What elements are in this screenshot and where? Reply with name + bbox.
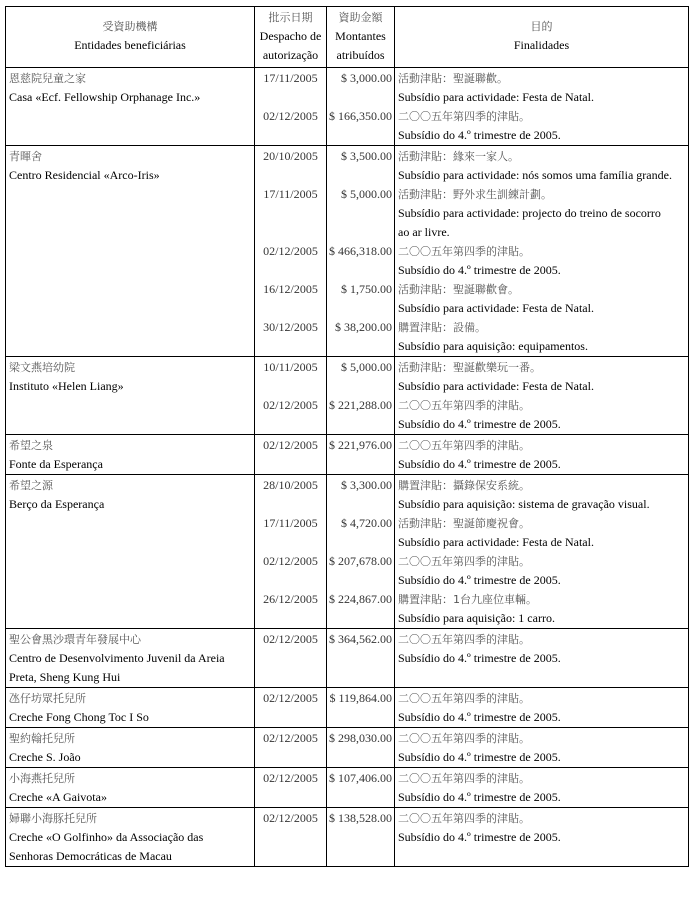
grant-date: 17/11/2005 bbox=[263, 71, 318, 85]
entity-cell bbox=[6, 475, 255, 629]
grant-amount: $ 138,528.00 bbox=[329, 811, 392, 825]
amount-cell bbox=[327, 146, 395, 357]
grant-purpose-zh: 二〇〇五年第四季的津貼。 bbox=[398, 692, 530, 705]
grants-table bbox=[5, 6, 689, 867]
entity-name-pt: Creche «O Golfinho» da Associação das bbox=[9, 830, 204, 844]
spacer bbox=[327, 88, 392, 107]
grant-purpose-pt: Subsídio para aquisição: equipamentos. bbox=[398, 339, 588, 353]
header-amount-pt-2: atribuídos bbox=[336, 48, 385, 62]
grant-purpose-pt: Subsídio do 4.º trimestre de 2005. bbox=[398, 128, 561, 142]
grant-amount: $ 119,864.00 bbox=[329, 691, 392, 705]
grant-purpose-zh: 二〇〇五年第四季的津貼。 bbox=[398, 732, 530, 745]
grant-purpose-zh: 二〇〇五年第四季的津貼。 bbox=[398, 772, 530, 785]
grant-amount: $ 5,000.00 bbox=[341, 187, 392, 201]
entity-name-pt: Casa «Ecf. Fellowship Orphanage Inc.» bbox=[9, 90, 201, 104]
spacer bbox=[327, 126, 392, 145]
grant-purpose-zh: 購置津貼：攝錄保安系統。 bbox=[398, 479, 530, 492]
entity-cell bbox=[6, 728, 255, 768]
table-body bbox=[6, 68, 689, 867]
grant-purpose-pt: Subsídio do 4.º trimestre de 2005. bbox=[398, 417, 561, 431]
spacer bbox=[327, 748, 392, 767]
amount-cell bbox=[327, 68, 395, 146]
entity-cell bbox=[6, 357, 255, 435]
header-purpose bbox=[395, 7, 689, 68]
entity-name-zh: 希望之源 bbox=[9, 479, 53, 492]
amount-cell bbox=[327, 435, 395, 475]
entity-cell bbox=[6, 68, 255, 146]
grant-date: 02/12/2005 bbox=[263, 811, 318, 825]
grant-amount: $ 224,867.00 bbox=[329, 592, 392, 606]
spacer bbox=[327, 415, 392, 434]
purpose-cell bbox=[395, 629, 689, 688]
entity-name-pt: Creche Fong Chong Toc I So bbox=[9, 710, 149, 724]
table-row bbox=[6, 808, 689, 867]
header-purpose-pt: Finalidades bbox=[513, 38, 570, 52]
grant-amount: $ 1,750.00 bbox=[341, 282, 392, 296]
grant-purpose-pt: Subsídio do 4.º trimestre de 2005. bbox=[398, 790, 561, 804]
grant-date: 02/12/2005 bbox=[263, 632, 318, 646]
date-cell bbox=[255, 475, 327, 629]
grant-date: 17/11/2005 bbox=[263, 187, 318, 201]
entity-cell bbox=[6, 768, 255, 808]
entity-name-zh: 聖約翰托兒所 bbox=[9, 732, 75, 745]
entity-name-zh: 小海燕托兒所 bbox=[9, 772, 75, 785]
grant-date: 10/11/2005 bbox=[263, 360, 318, 374]
purpose-cell bbox=[395, 475, 689, 629]
grant-purpose-pt: Subsídio para actividade: Festa de Natal. bbox=[398, 301, 594, 315]
header-date-zh: 批示日期 bbox=[268, 11, 313, 24]
spacer bbox=[327, 166, 392, 185]
grant-purpose-pt: Subsídio do 4.º trimestre de 2005. bbox=[398, 750, 561, 764]
grant-purpose-zh: 購置津貼：1台九座位車輛。 bbox=[398, 593, 537, 606]
spacer bbox=[255, 708, 326, 727]
spacer bbox=[255, 415, 326, 434]
grant-purpose-zh: 二〇〇五年第四季的津貼。 bbox=[398, 812, 530, 825]
grant-purpose-zh: 二〇〇五年第四季的津貼。 bbox=[398, 399, 530, 412]
grant-amount: $ 221,288.00 bbox=[329, 398, 392, 412]
header-date-pt-1: Despacho de bbox=[259, 29, 322, 43]
spacer bbox=[255, 455, 326, 474]
grant-purpose-pt: Subsídio do 4.º trimestre de 2005. bbox=[398, 651, 561, 665]
entity-name-pt: Berço da Esperança bbox=[9, 497, 105, 511]
grant-date: 02/12/2005 bbox=[263, 731, 318, 745]
spacer bbox=[255, 204, 326, 223]
grant-amount: $ 3,300.00 bbox=[341, 478, 392, 492]
amount-cell bbox=[327, 629, 395, 688]
spacer bbox=[255, 649, 326, 668]
spacer bbox=[255, 533, 326, 552]
purpose-cell bbox=[395, 146, 689, 357]
entity-cell bbox=[6, 146, 255, 357]
grant-purpose-zh: 活動津貼：聖誕聯歡。 bbox=[398, 72, 508, 85]
spacer bbox=[327, 708, 392, 727]
spacer bbox=[327, 377, 392, 396]
spacer bbox=[327, 533, 392, 552]
spacer bbox=[255, 609, 326, 628]
grant-purpose-pt: Subsídio do 4.º trimestre de 2005. bbox=[398, 263, 561, 277]
grant-amount: $ 207,678.00 bbox=[329, 554, 392, 568]
purpose-cell bbox=[395, 68, 689, 146]
grant-purpose-zh: 活動津貼：野外求生訓練計劃。 bbox=[398, 188, 552, 201]
table-row bbox=[6, 688, 689, 728]
purpose-cell bbox=[395, 728, 689, 768]
header-amount bbox=[327, 7, 395, 68]
purpose-cell bbox=[395, 688, 689, 728]
spacer bbox=[327, 571, 392, 590]
entity-name-pt: Instituto «Helen Liang» bbox=[9, 379, 124, 393]
spacer bbox=[255, 828, 326, 847]
grant-purpose-pt: Subsídio do 4.º trimestre de 2005. bbox=[398, 710, 561, 724]
grant-date: 02/12/2005 bbox=[263, 771, 318, 785]
grant-date: 02/12/2005 bbox=[263, 554, 318, 568]
table-row bbox=[6, 68, 689, 146]
entity-name-pt: Fonte da Esperança bbox=[9, 457, 103, 471]
purpose-cell bbox=[395, 808, 689, 867]
grant-amount: $ 107,406.00 bbox=[329, 771, 392, 785]
grant-purpose-pt: Subsídio para actividade: Festa de Natal. bbox=[398, 90, 594, 104]
grant-amount: $ 466,318.00 bbox=[329, 244, 392, 258]
table-row bbox=[6, 475, 689, 629]
purpose-cell bbox=[395, 357, 689, 435]
grant-amount: $ 3,000.00 bbox=[341, 71, 392, 85]
spacer bbox=[327, 455, 392, 474]
grant-date: 02/12/2005 bbox=[263, 398, 318, 412]
table-row bbox=[6, 357, 689, 435]
grant-date: 28/10/2005 bbox=[263, 478, 318, 492]
grant-purpose-zh: 二〇〇五年第四季的津貼。 bbox=[398, 245, 530, 258]
spacer bbox=[327, 828, 392, 847]
date-cell bbox=[255, 768, 327, 808]
grant-date: 30/12/2005 bbox=[263, 320, 318, 334]
header-entities-zh: 受資助機構 bbox=[102, 20, 158, 33]
amount-cell bbox=[327, 688, 395, 728]
header-amount-zh: 資助金額 bbox=[338, 11, 383, 24]
spacer bbox=[327, 261, 392, 280]
grant-amount: $ 221,976.00 bbox=[329, 438, 392, 452]
date-cell bbox=[255, 728, 327, 768]
date-cell bbox=[255, 629, 327, 688]
spacer bbox=[255, 223, 326, 242]
grant-date: 20/10/2005 bbox=[263, 149, 318, 163]
spacer bbox=[255, 788, 326, 807]
grant-amount: $ 166,350.00 bbox=[329, 109, 392, 123]
purpose-cell bbox=[395, 435, 689, 475]
header-entities bbox=[6, 7, 255, 68]
entity-cell bbox=[6, 688, 255, 728]
spacer bbox=[255, 571, 326, 590]
entity-name-zh: 梁文燕培幼院 bbox=[9, 361, 75, 374]
entity-name-pt: Creche S. João bbox=[9, 750, 81, 764]
date-cell bbox=[255, 435, 327, 475]
purpose-cell bbox=[395, 768, 689, 808]
table-row bbox=[6, 768, 689, 808]
table-header-row bbox=[6, 7, 689, 68]
spacer bbox=[327, 495, 392, 514]
grant-amount: $ 38,200.00 bbox=[335, 320, 392, 334]
spacer bbox=[327, 649, 392, 668]
grant-amount: $ 364,562.00 bbox=[329, 632, 392, 646]
header-amount-pt-1: Montantes bbox=[335, 29, 386, 43]
amount-cell bbox=[327, 475, 395, 629]
grant-amount: $ 5,000.00 bbox=[341, 360, 392, 374]
entity-name-pt: Centro de Desenvolvimento Juvenil da Areia bbox=[9, 651, 225, 665]
table-row bbox=[6, 629, 689, 688]
entity-cell bbox=[6, 435, 255, 475]
entity-name-zh: 恩慈院兒童之家 bbox=[9, 72, 86, 85]
spacer bbox=[255, 495, 326, 514]
amount-cell bbox=[327, 728, 395, 768]
spacer bbox=[327, 299, 392, 318]
spacer bbox=[255, 299, 326, 318]
spacer bbox=[327, 609, 392, 628]
grant-purpose-pt: Subsídio para aquisição: sistema de gravação visual. bbox=[398, 497, 650, 511]
grant-purpose-zh: 活動津貼：聖誕聯歡會。 bbox=[398, 283, 519, 296]
grant-amount: $ 4,720.00 bbox=[341, 516, 392, 530]
entity-name-pt: Preta, Sheng Kung Hui bbox=[9, 670, 121, 684]
entity-name-zh: 婦聯小海豚托兒所 bbox=[9, 812, 97, 825]
grant-purpose-pt: Subsídio do 4.º trimestre de 2005. bbox=[398, 457, 561, 471]
date-cell bbox=[255, 146, 327, 357]
grant-date: 02/12/2005 bbox=[263, 438, 318, 452]
header-date-pt-2: autorização bbox=[262, 48, 319, 62]
grant-purpose-pt: Subsídio para actividade: Festa de Natal. bbox=[398, 379, 594, 393]
grant-purpose-pt: Subsídio para actividade: projecto do treino de socorro bbox=[398, 206, 661, 220]
grant-date: 02/12/2005 bbox=[263, 244, 318, 258]
date-cell bbox=[255, 688, 327, 728]
entity-name-pt: Creche «A Gaivota» bbox=[9, 790, 107, 804]
grant-purpose-zh: 二〇〇五年第四季的津貼。 bbox=[398, 110, 530, 123]
spacer bbox=[327, 223, 392, 242]
grant-date: 26/12/2005 bbox=[263, 592, 318, 606]
grant-purpose-zh: 購置津貼：設備。 bbox=[398, 321, 486, 334]
entity-cell bbox=[6, 808, 255, 867]
spacer bbox=[255, 166, 326, 185]
entity-name-pt: Senhoras Democráticas de Macau bbox=[9, 849, 172, 863]
date-cell bbox=[255, 68, 327, 146]
entity-name-zh: 聖公會黑沙環青年發展中心 bbox=[9, 633, 141, 646]
grant-date: 02/12/2005 bbox=[263, 691, 318, 705]
grant-purpose-pt: Subsídio para aquisição: 1 carro. bbox=[398, 611, 555, 625]
grant-purpose-pt: ao ar livre. bbox=[398, 225, 450, 239]
amount-cell bbox=[327, 808, 395, 867]
table-row bbox=[6, 435, 689, 475]
spacer bbox=[255, 748, 326, 767]
grant-amount: $ 298,030.00 bbox=[329, 731, 392, 745]
entity-name-pt: Centro Residencial «Arco-Iris» bbox=[9, 168, 160, 182]
entity-cell bbox=[6, 629, 255, 688]
spacer bbox=[327, 788, 392, 807]
entity-name-zh: 希望之泉 bbox=[9, 439, 53, 452]
header-entities-pt: Entidades beneficiárias bbox=[74, 38, 186, 52]
header-purpose-zh: 目的 bbox=[530, 20, 553, 33]
grant-purpose-pt: Subsídio do 4.º trimestre de 2005. bbox=[398, 573, 561, 587]
spacer bbox=[255, 377, 326, 396]
date-cell bbox=[255, 808, 327, 867]
date-cell bbox=[255, 357, 327, 435]
table-row bbox=[6, 146, 689, 357]
spacer bbox=[255, 261, 326, 280]
amount-cell bbox=[327, 768, 395, 808]
spacer bbox=[327, 204, 392, 223]
grant-purpose-zh: 二〇〇五年第四季的津貼。 bbox=[398, 439, 530, 452]
grant-purpose-zh: 活動津貼：聖誕節慶祝會。 bbox=[398, 517, 530, 530]
grant-date: 16/12/2005 bbox=[263, 282, 318, 296]
entity-name-zh: 青暉舍 bbox=[9, 150, 42, 163]
grant-purpose-zh: 二〇〇五年第四季的津貼。 bbox=[398, 555, 530, 568]
table-row bbox=[6, 728, 689, 768]
grant-purpose-pt: Subsídio do 4.º trimestre de 2005. bbox=[398, 830, 561, 844]
grant-date: 17/11/2005 bbox=[263, 516, 318, 530]
grant-amount: $ 3,500.00 bbox=[341, 149, 392, 163]
grant-purpose-zh: 二〇〇五年第四季的津貼。 bbox=[398, 633, 530, 646]
spacer bbox=[255, 88, 326, 107]
grant-purpose-zh: 活動津貼：緣來一家人。 bbox=[398, 150, 519, 163]
grant-purpose-pt: Subsídio para actividade: nós somos uma família grande. bbox=[398, 168, 672, 182]
grant-purpose-pt: Subsídio para actividade: Festa de Natal. bbox=[398, 535, 594, 549]
spacer bbox=[327, 337, 392, 356]
grant-purpose-zh: 活動津貼：聖誕歡樂玩一番。 bbox=[398, 361, 541, 374]
amount-cell bbox=[327, 357, 395, 435]
entity-name-zh: 氹仔坊眾托兒所 bbox=[9, 692, 86, 705]
grant-date: 02/12/2005 bbox=[263, 109, 318, 123]
spacer bbox=[255, 337, 326, 356]
header-date bbox=[255, 7, 327, 68]
spacer bbox=[255, 126, 326, 145]
